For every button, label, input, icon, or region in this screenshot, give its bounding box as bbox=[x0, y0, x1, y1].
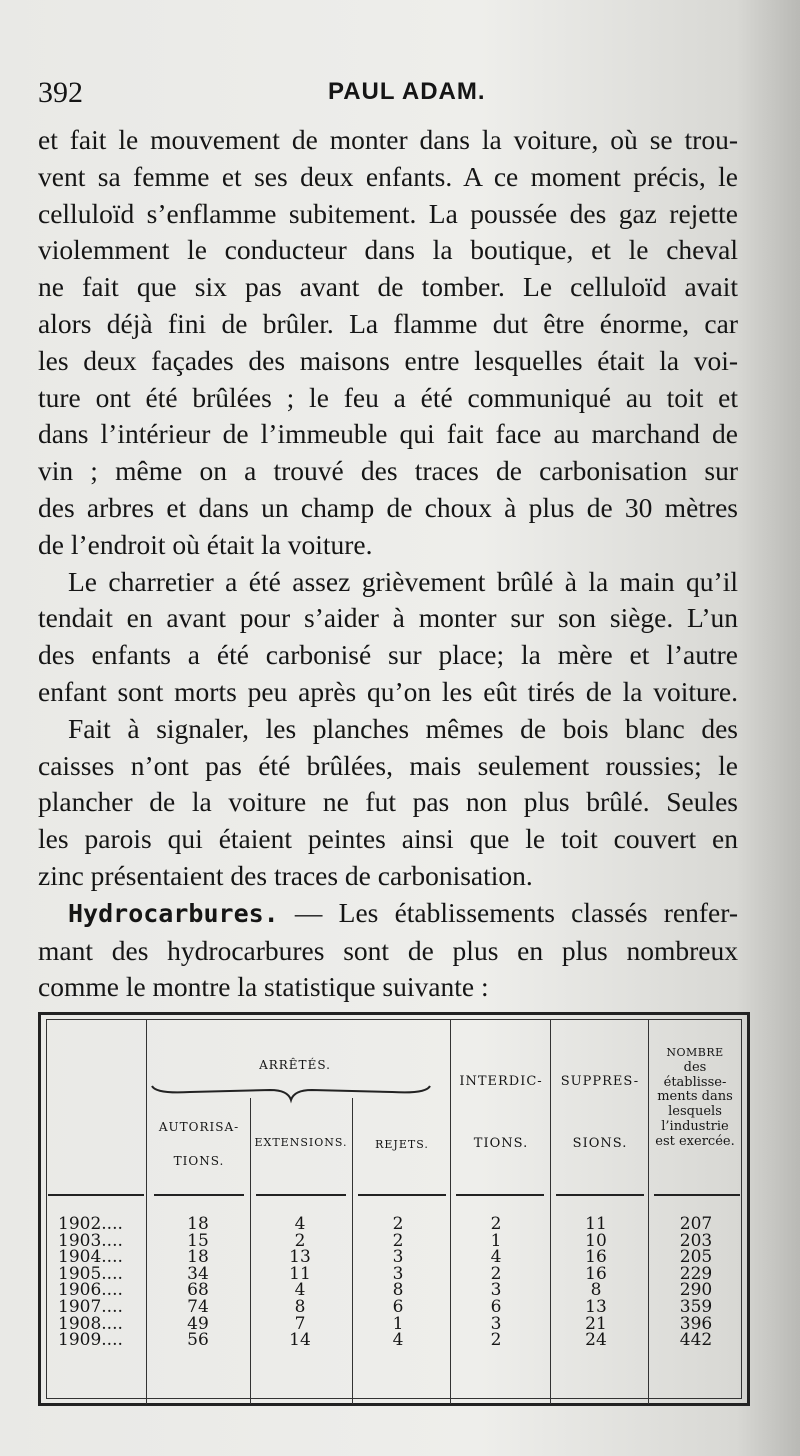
header-nombre bbox=[648, 1046, 742, 1150]
text-line: dans l’intérieur de l’immeuble qui fait face au marchand de bbox=[38, 418, 738, 450]
header-extensions: EXTENSIONS. bbox=[254, 1136, 348, 1149]
table-cell-rejets: 1 bbox=[392, 1313, 404, 1334]
table-cell-suppressions: 24 bbox=[585, 1330, 607, 1351]
table-cell-suppressions: 21 bbox=[585, 1313, 607, 1334]
text-line: Fait à signaler, les planches mêmes de bois blanc des bbox=[68, 712, 738, 744]
table-cell-extensions: 13 bbox=[289, 1247, 311, 1268]
table-cell-interdictions: 3 bbox=[490, 1280, 502, 1301]
table-cell-rejets: 2 bbox=[392, 1230, 404, 1251]
header-interdictions: INTERDIC- bbox=[459, 1074, 543, 1089]
text-line: vin ; même on a trouvé des traces de carbonisation sur bbox=[38, 455, 738, 487]
text-line: caisses n’ont pas été brûlées, mais seulement roussies; le bbox=[38, 749, 738, 781]
header-nombre-line: est exercée. bbox=[655, 1133, 735, 1149]
header-separator bbox=[256, 1194, 346, 1196]
table-cell-autorisations: 18 bbox=[187, 1247, 209, 1268]
text-line: mant des hydrocarbures sont de plus en plus nombreux bbox=[38, 934, 738, 966]
table-cell-year: 1903.... bbox=[58, 1230, 123, 1251]
table-cell-autorisations: 15 bbox=[187, 1230, 209, 1251]
text-line: et fait le mouvement de monter dans la voiture, où se trou- bbox=[38, 124, 738, 155]
header-suppressions: SIONS. bbox=[572, 1136, 628, 1151]
text-line: comme le montre la statistique suivante : bbox=[38, 971, 489, 1003]
header-nombre-line: des bbox=[683, 1059, 707, 1075]
column-year bbox=[58, 1216, 146, 1349]
table-cell-suppressions: 8 bbox=[590, 1280, 602, 1301]
table-cell-rejets: 6 bbox=[392, 1296, 404, 1317]
table-cell-nombre: 396 bbox=[679, 1313, 713, 1334]
table-cell-nombre: 290 bbox=[679, 1280, 713, 1301]
text-line: les parois qui étaient peintes ainsi que le toit couvert en bbox=[38, 823, 738, 855]
table-cell-rejets: 2 bbox=[392, 1214, 404, 1234]
header-separator bbox=[358, 1194, 446, 1196]
header-nombre-line: établisse- bbox=[663, 1074, 727, 1090]
table-cell-year: 1906.... bbox=[58, 1280, 123, 1301]
table-cell-year: 1909.... bbox=[58, 1330, 123, 1351]
header-nombre-line: l’industrie bbox=[661, 1118, 729, 1134]
header-separator bbox=[556, 1194, 644, 1196]
paragraph-2 bbox=[38, 564, 738, 711]
text-line: les deux façades des maisons entre lesquelles était la voi- bbox=[38, 344, 738, 376]
header-autorisations: AUTORISA- bbox=[158, 1120, 240, 1134]
text-line: tendait en avant pour s’aider à monter sur son siège. L’un bbox=[38, 602, 738, 634]
table-cell-rejets: 8 bbox=[392, 1280, 404, 1301]
text-line: des arbres et dans un champ de choux à plus de 30 mètres bbox=[38, 491, 738, 523]
paragraph-1 bbox=[38, 122, 738, 564]
table-cell-autorisations: 18 bbox=[187, 1214, 209, 1234]
table-cell-interdictions: 2 bbox=[490, 1263, 502, 1284]
table-cell-interdictions: 1 bbox=[490, 1230, 502, 1251]
page-number: 392 bbox=[38, 76, 83, 109]
column-interdictions bbox=[448, 1216, 544, 1349]
table-cell-year: 1908.... bbox=[58, 1313, 123, 1334]
header-interdictions: TIONS. bbox=[473, 1136, 529, 1151]
table-cell-nombre: 205 bbox=[679, 1247, 713, 1268]
table-cell-nombre: 229 bbox=[679, 1263, 713, 1284]
header-suppressions: SUPPRES- bbox=[560, 1074, 640, 1089]
text-line: vent sa femme et ses deux enfants. A ce moment précis, le bbox=[38, 160, 738, 192]
text-line: ture ont été brûlées ; le feu a été communiqué au toit et bbox=[38, 381, 738, 413]
table-cell-autorisations: 49 bbox=[187, 1313, 209, 1334]
text-line: ne fait que six pas avant de tomber. Le celluloïd avait bbox=[38, 271, 738, 303]
table-cell-year: 1907.... bbox=[58, 1296, 123, 1317]
table-cell-extensions: 4 bbox=[294, 1280, 306, 1301]
header-separator bbox=[154, 1194, 244, 1196]
column-suppressions bbox=[548, 1216, 644, 1349]
header-nombre-line: lesquels bbox=[668, 1104, 722, 1120]
text-line: plancher de la voiture ne fut pas non plus brûlé. Seules bbox=[38, 786, 738, 818]
column-autorisations bbox=[150, 1216, 246, 1349]
table-cell-suppressions: 16 bbox=[585, 1247, 607, 1268]
table-cell-extensions: 8 bbox=[294, 1296, 306, 1317]
paragraph-hydrocarbures bbox=[38, 895, 738, 1006]
column-nombre bbox=[648, 1216, 744, 1349]
section-heading: Hydrocarbures. bbox=[68, 898, 279, 928]
text-line: de l’endroit où était la voiture. bbox=[38, 528, 373, 560]
table-cell-interdictions: 4 bbox=[490, 1247, 502, 1268]
table-cell-autorisations: 74 bbox=[187, 1296, 209, 1317]
table-cell-interdictions: 6 bbox=[490, 1296, 502, 1317]
table-cell-extensions: 2 bbox=[294, 1230, 306, 1251]
table-cell-year: 1905.... bbox=[58, 1263, 123, 1284]
text-line bbox=[38, 895, 738, 933]
table-cell-nombre: 207 bbox=[679, 1214, 713, 1234]
header-autorisations: TIONS. bbox=[173, 1154, 225, 1168]
body-text bbox=[38, 122, 738, 1006]
column-divider bbox=[146, 1020, 147, 1404]
text-line: alors déjà fini de brûler. La flamme dut être énorme, car bbox=[38, 307, 738, 339]
header-nombre-line: NOMBRE bbox=[666, 1046, 724, 1059]
table-cell-suppressions: 13 bbox=[585, 1296, 607, 1317]
column-extensions bbox=[252, 1216, 348, 1349]
text-line: celluloïd s’enflamme subitement. La poussée des gaz rejette bbox=[38, 197, 738, 229]
text-line: zinc présentaient des traces de carbonisation. bbox=[38, 859, 533, 891]
table-cell-rejets: 4 bbox=[392, 1330, 404, 1351]
running-head: PAUL ADAM. bbox=[328, 78, 486, 105]
column-divider bbox=[250, 1098, 251, 1404]
table-cell-extensions: 14 bbox=[289, 1330, 311, 1351]
header-separator bbox=[654, 1194, 740, 1196]
table-cell-nombre: 442 bbox=[679, 1330, 713, 1351]
table-cell-rejets: 3 bbox=[392, 1263, 404, 1284]
table-cell-interdictions: 3 bbox=[490, 1313, 502, 1334]
table-cell-year: 1902.... bbox=[58, 1214, 123, 1234]
header-separator bbox=[48, 1194, 144, 1196]
text-line: Le charretier a été assez grièvement brûlé à la main qu’il bbox=[68, 565, 738, 597]
page-header bbox=[38, 72, 728, 116]
text-line: enfant sont morts peu après qu’on les eût tirés de la voiture. bbox=[38, 675, 738, 707]
header-rejets: REJETS. bbox=[375, 1138, 429, 1151]
table-cell-extensions: 11 bbox=[289, 1263, 311, 1284]
table-cell-extensions: 4 bbox=[294, 1214, 306, 1234]
arretes-brace bbox=[150, 1084, 432, 1104]
table-cell-interdictions: 2 bbox=[490, 1330, 502, 1351]
table-cell-suppressions: 10 bbox=[585, 1230, 607, 1251]
text-line: des enfants a été carbonisé sur place; la mère et l’autre bbox=[38, 639, 738, 671]
table-cell-year: 1904.... bbox=[58, 1247, 123, 1268]
table-cell-nombre: 203 bbox=[679, 1230, 713, 1251]
table-cell-extensions: 7 bbox=[294, 1313, 306, 1334]
table-cell-autorisations: 56 bbox=[187, 1330, 209, 1351]
table-cell-autorisations: 34 bbox=[187, 1263, 209, 1284]
table-cell-rejets: 3 bbox=[392, 1247, 404, 1268]
table-cell-interdictions: 2 bbox=[490, 1214, 502, 1234]
table-cell-nombre: 359 bbox=[679, 1296, 713, 1317]
header-nombre-line: ments dans bbox=[657, 1089, 733, 1105]
header-separator bbox=[456, 1194, 544, 1196]
header-arretes: ARRÊTÉS. bbox=[259, 1058, 331, 1072]
table-cell-autorisations: 68 bbox=[187, 1280, 209, 1301]
table-cell-suppressions: 11 bbox=[585, 1214, 607, 1234]
heading-continuation: — Les établissements classés renfer- bbox=[278, 896, 738, 928]
text-line: violemment le conducteur dans la boutique, et le cheval bbox=[38, 234, 738, 266]
paragraph-3 bbox=[38, 711, 738, 895]
table-cell-suppressions: 16 bbox=[585, 1263, 607, 1284]
column-rejets bbox=[350, 1216, 446, 1349]
